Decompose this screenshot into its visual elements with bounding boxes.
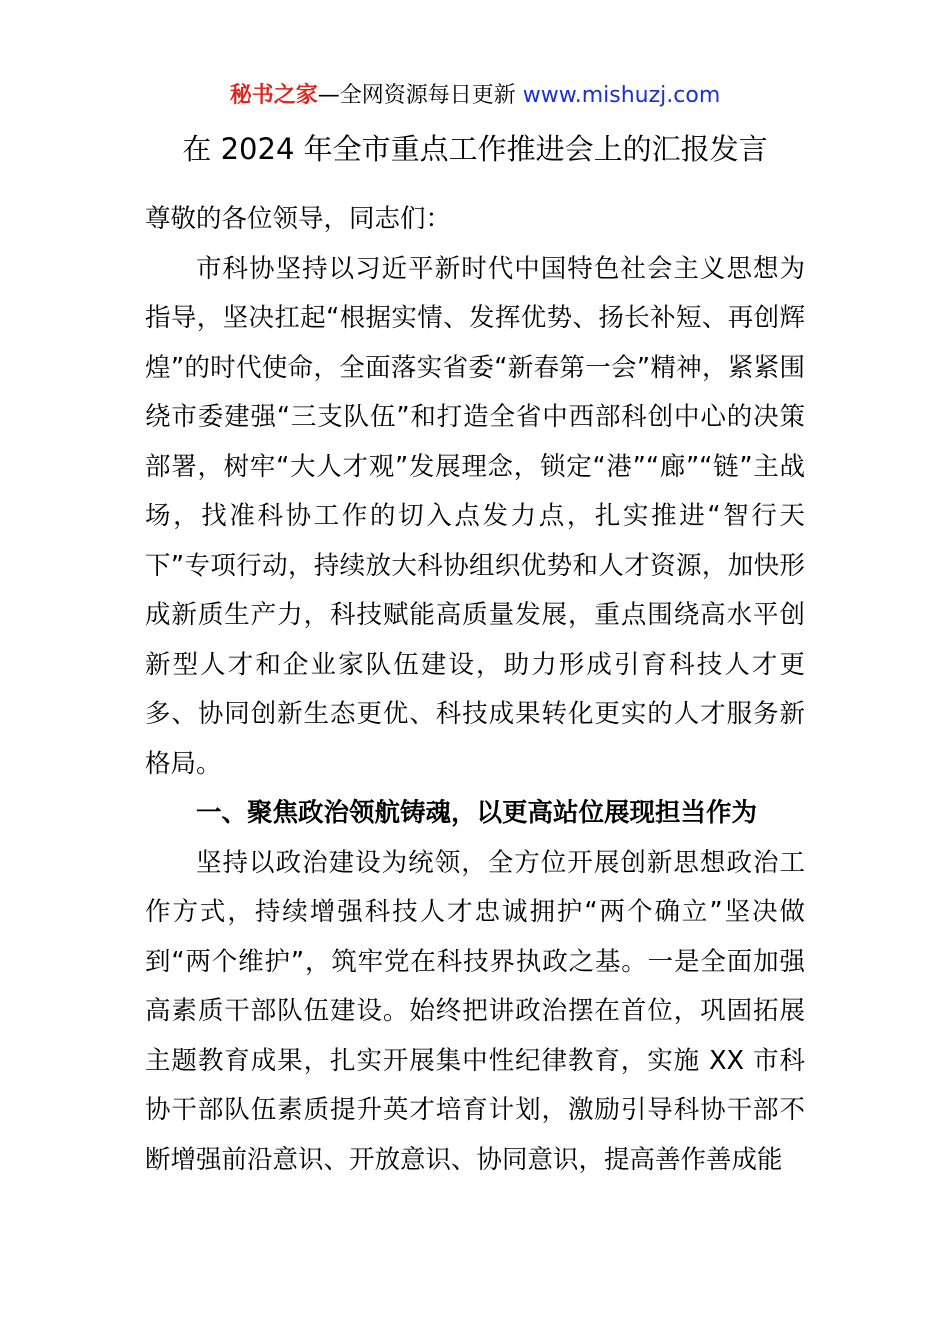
site-header (0, 80, 950, 112)
section-1-heading: 一、聚焦政治领航铸魂，以更高站位展现担当作为 (196, 798, 758, 828)
site-tagline: —全网资源每日更新 (317, 83, 523, 108)
site-url[interactable]: www.mishuzj.com (522, 83, 721, 108)
salutation: 尊敬的各位领导，同志们： (145, 204, 452, 234)
intro-paragraph: 市科协坚持以习近平新时代中国特色社会主义思想为指导，坚决扛起“根据实情、发挥优势、扬长补短、再创辉煌”的时代使命，全面落实省委“新春第一会”精神，紧紧围绕市委建强“三支队伍”和打造全省中西部科创中心的决策部署，树牢“大人才观”发展理念，锁定“港”“廊”“链”主战场，找准科协工作的切入点发力点，扎实推进“智行天下”专项行动，持续放大科协组织优势和人才资源，加快形成新质生产力，科技赋能高质量发展，重点围绕高水平创新型人才和企业家队伍建设，助力形成引育科技人才更多、协同创新生态更优、科技成果转化更实的人才服务新格局。 (145, 253, 805, 779)
document-body (145, 195, 805, 1185)
site-brand: 秘书之家 (229, 83, 318, 108)
document-title: 在 2024 年全市重点工作推进会上的汇报发言 (182, 132, 768, 166)
section-1-paragraph: 坚持以政治建设为统领，全方位开展创新思想政治工作方式，持续增强科技人才忠诚拥护“两个确立”坚决做到“两个维护”，筑牢党在科技界执政之基。一是全面加强高素质干部队伍建设。始终把讲政治摆在首位，巩固拓展主题教育成果，扎实开展集中性纪律教育，实施 XX 市科协干部队伍素质提升英才培育计划，激励引导科协干部不断增强前沿意识、开放意识、协同意识，提高善作善成能 (145, 847, 805, 1175)
